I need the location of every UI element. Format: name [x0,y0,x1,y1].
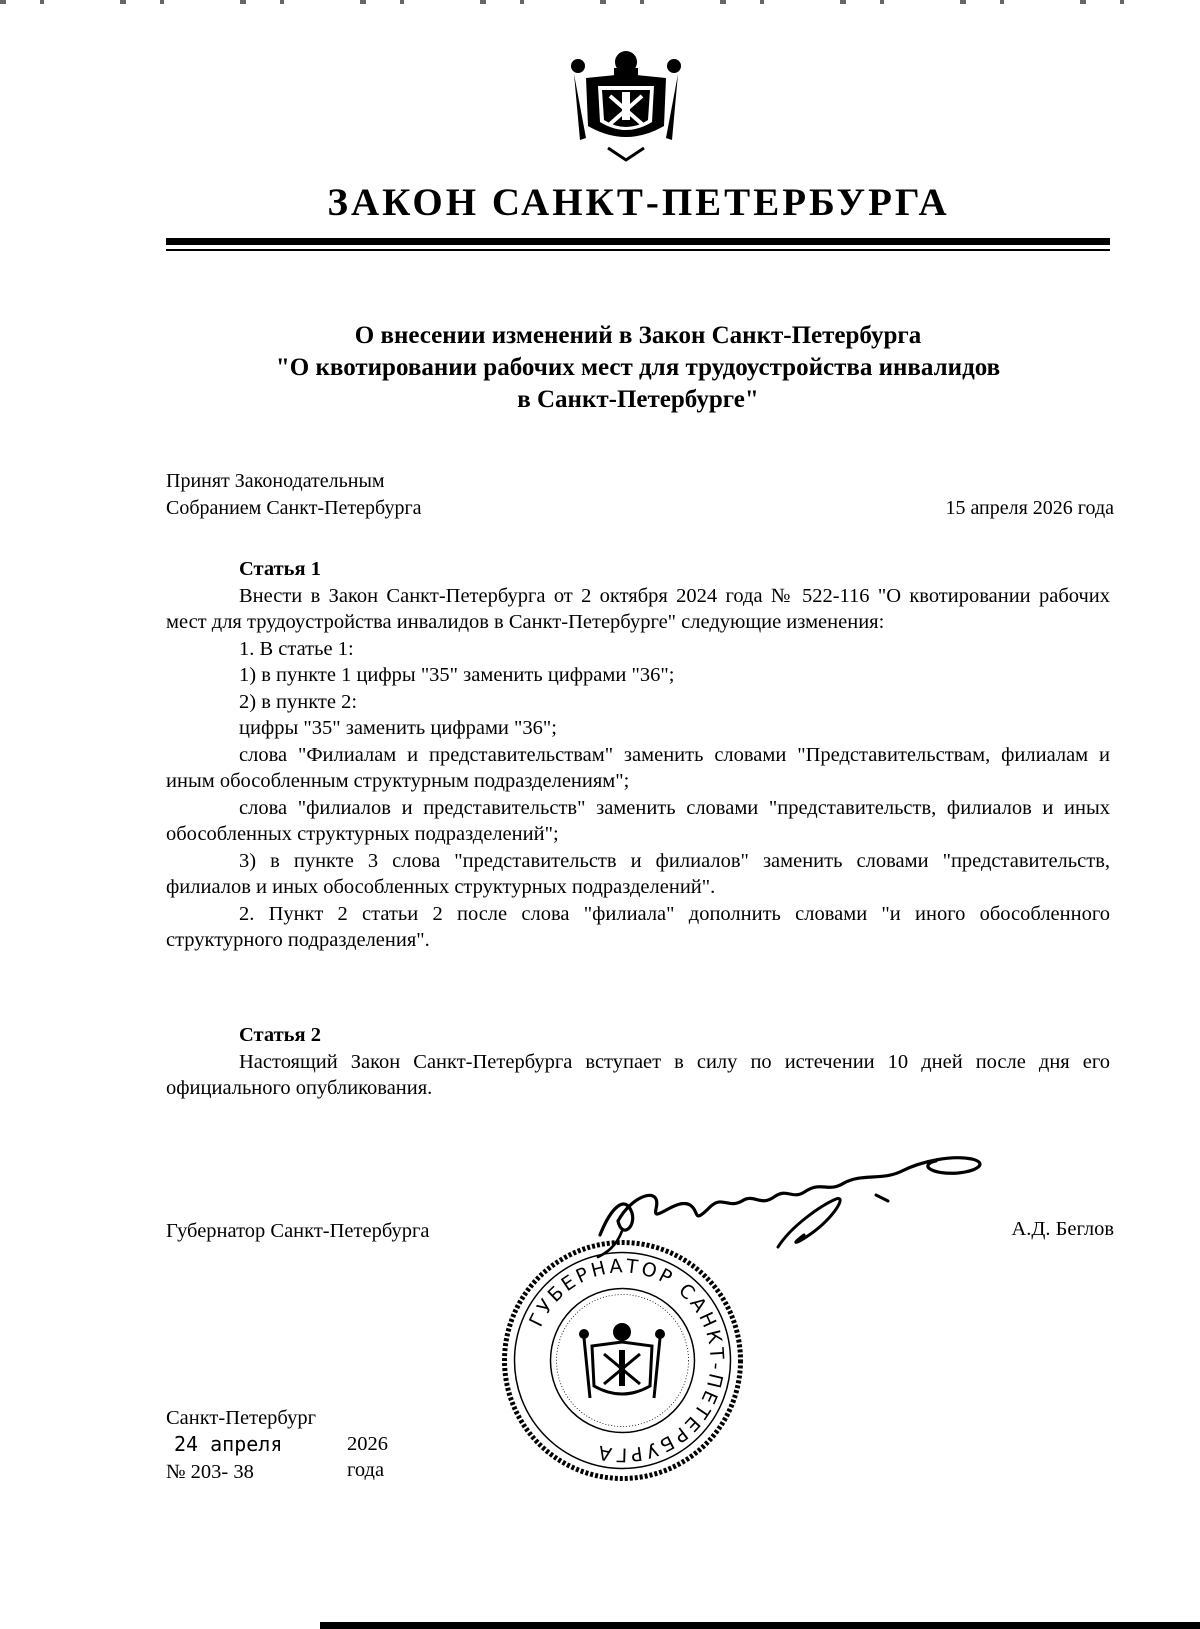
adoption-note [166,468,422,522]
article-heading: Статья 1 [239,558,321,580]
article-2 [166,1022,1110,1102]
signing-place: Санкт-Петербург [166,1407,316,1429]
scan-edge-top [0,0,1200,4]
scan-edge-bottom [320,1622,1200,1629]
article-paragraph: слова "филиалов и представительств" заменить словами "представительств, филиалов и иных обособленных структурных подразделений"; [166,796,1110,845]
signing-date-day-month: 24 апреля [174,1432,283,1456]
article-paragraph: цифры "35" заменить цифрами "36"; [239,717,557,739]
law-number: № 203- 38 [166,1461,254,1483]
article-1 [166,556,1110,954]
article-heading: Статья 2 [239,1024,321,1046]
signatory-position: Губернатор Санкт-Петербурга [166,1220,430,1242]
official-seal-icon [500,1238,745,1483]
seal-text: ГУБЕРНАТОР САНКТ-ПЕТЕРБУРГА [525,1255,728,1466]
signing-place-block [166,1405,388,1485]
coat-of-arms-icon [568,48,684,170]
law-title-line: в Санкт-Петербурге" [517,386,759,413]
article-paragraph: 3) в пункте 3 слова "представительств и филиалов" заменить словами "представительств, филиалов и иных обособленных структурных подразделений". [166,849,1110,898]
law-title-line: О внесении изменений в Закон Санкт-Петербурга [354,322,922,349]
article-paragraph: 2. Пункт 2 статьи 2 после слова "филиала" дополнить словами "и иного обособленного структурного подразделения". [166,902,1110,951]
article-paragraph: 2) в пункте 2: [239,690,358,713]
article-paragraph: Настоящий Закон Санкт-Петербурга вступает в силу по истечении 10 дней после дня его официального опубликования. [166,1050,1110,1099]
law-title [166,320,1110,416]
article-paragraph: Внести в Закон Санкт-Петербурга от 2 октября 2024 года № 522-116 "О квотировании рабочих мест для трудоустройства инвалидов в Санкт-Петербурге" следующие изменения: [166,584,1110,633]
adoption-line: Принят Законодательным [166,470,385,492]
article-paragraph: 1. В статье 1: [239,637,354,660]
adoption-date: 15 апреля 2026 года [945,497,1114,519]
adoption-line: Собранием Санкт-Петербурга [166,497,422,519]
law-title-line: "О квотировании рабочих мест для трудоустройства инвалидов [275,354,1001,381]
title-rule-thin [166,249,1110,251]
signing-date-year: 2026 года [347,1433,388,1481]
article-paragraph: слова "Филиалам и представительствам" заменить словами "Представительствам, филиалам и иным обособленным структурным подразделениям"; [166,743,1110,792]
title-rule-thick [166,238,1110,245]
signatory-name: А.Д. Беглов [1011,1218,1114,1240]
article-paragraph: 1) в пункте 1 цифры "35" заменить цифрами "36"; [239,664,675,686]
document-title: ЗАКОН САНКТ-ПЕТЕРБУРГА [327,181,950,224]
